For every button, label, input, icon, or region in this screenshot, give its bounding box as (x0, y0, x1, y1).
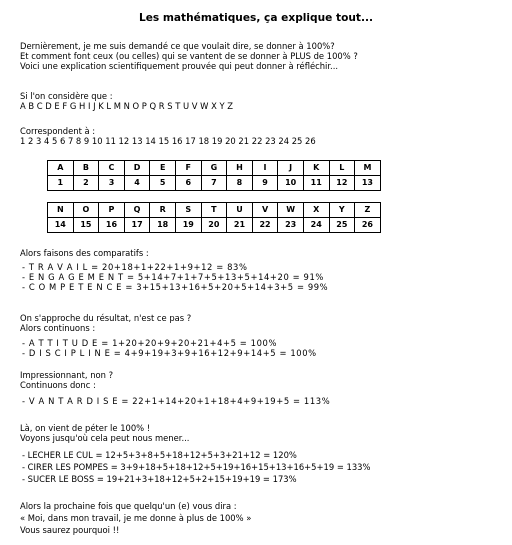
table-cell: C (99, 161, 125, 176)
numbers-label: Correspondent à : (20, 126, 96, 136)
letters-line: A B C D E F G H I J K L M N O P Q R S T U V W X Y Z (20, 101, 234, 111)
calculation-list (20, 449, 370, 485)
section-impressionnant (20, 370, 330, 406)
table-cell: 20 (201, 218, 227, 233)
table-cell: 25 (329, 218, 355, 233)
conclusion-line: « Moi, dans mon travail, je me donne à plus de 100% » (20, 513, 252, 523)
conclusion-line: Alors la prochaine fois que quelqu'un (e) vous dira : (20, 501, 237, 511)
table-cell: J (278, 161, 304, 176)
table-cell: 15 (73, 218, 99, 233)
section-peter-100 (20, 423, 370, 485)
table-cell: 3 (99, 176, 125, 191)
table-cell: 10 (278, 176, 304, 191)
table-cell: 17 (124, 218, 150, 233)
table-cell: M (355, 161, 381, 176)
section-intro: Continuons donc : (20, 380, 96, 390)
table-cell: 5 (150, 176, 176, 191)
table-cell: 23 (278, 218, 304, 233)
calculation-list (20, 262, 328, 292)
table-cell: 2 (73, 176, 99, 191)
letter-number-table-2 (47, 202, 381, 233)
letters-section (20, 91, 233, 111)
calculation-item: - E N G A G E M E N T = 5+14+7+1+7+5+13+5+14+20 = 91% (22, 272, 324, 282)
section-intro: On s'approche du résultat, n'est ce pas ? (20, 313, 192, 323)
table-cell: 12 (329, 176, 355, 191)
calculation-item: - SUCER LE BOSS = 19+21+3+18+12+5+2+15+19+19 = 173% (22, 474, 297, 484)
calculation-item: - LECHER LE CUL = 12+5+3+8+5+18+12+5+3+21+12 = 120% (22, 450, 297, 460)
table-cell: 16 (99, 218, 125, 233)
table-cell: 14 (48, 218, 74, 233)
intro-line: Et comment font ceux (ou celles) qui se vantent de se donner à PLUS de 100% ? (20, 51, 358, 61)
table-cell: D (124, 161, 150, 176)
table-cell: T (201, 203, 227, 218)
table-cell: A (48, 161, 74, 176)
table-cell: V (252, 203, 278, 218)
table-cell: 18 (150, 218, 176, 233)
table-cell: 11 (303, 176, 329, 191)
table-cell: N (48, 203, 74, 218)
table-letter-row (48, 203, 381, 218)
table-number-row (48, 218, 381, 233)
section-intro: Là, on vient de péter le 100% ! (20, 423, 151, 433)
calculation-item: - T R A V A I L = 20+18+1+22+1+9+12 = 83% (22, 262, 248, 272)
table-cell: H (227, 161, 253, 176)
table-cell: 8 (227, 176, 253, 191)
section-intro: Impressionnant, non ? (20, 370, 114, 380)
table-cell: Y (329, 203, 355, 218)
table-cell: K (303, 161, 329, 176)
table-cell: 7 (201, 176, 227, 191)
table-cell: R (150, 203, 176, 218)
calculation-item: - CIRER LES POMPES = 3+9+18+5+18+12+5+19+16+15+13+16+5+19 = 133% (22, 462, 371, 472)
table-cell: 22 (252, 218, 278, 233)
table-cell: X (303, 203, 329, 218)
table-cell: Z (355, 203, 381, 218)
calculation-item: - V A N T A R D I S E = 22+1+14+20+1+18+4+9+19+5 = 113% (22, 396, 331, 406)
intro-paragraph (20, 41, 358, 71)
conclusion-line: Vous saurez pourquoi !! (20, 525, 120, 535)
table-cell: E (150, 161, 176, 176)
table-cell: S (175, 203, 201, 218)
calculation-item: - D I S C I P L I N E = 4+9+19+3+9+16+12+9+14+5 = 100% (22, 348, 317, 358)
table-letter-row (48, 161, 381, 176)
table-cell: F (175, 161, 201, 176)
table-cell: Q (124, 203, 150, 218)
section-continuons (20, 313, 317, 358)
table-cell: 1 (48, 176, 74, 191)
section-comparatifs (20, 248, 328, 292)
table-cell: P (99, 203, 125, 218)
calculation-list (20, 338, 317, 358)
numbers-line: 1 2 3 4 5 6 7 8 9 10 11 12 13 14 15 16 17 18 19 20 21 22 23 24 25 26 (20, 136, 316, 146)
table-cell: 21 (227, 218, 253, 233)
letters-label: Si l'on considère que : (20, 91, 113, 101)
section-intro: Alors faisons des comparatifs : (20, 248, 149, 258)
intro-line: Dernièrement, je me suis demandé ce que voulait dire, se donner à 100%? (20, 41, 335, 51)
table-cell: 24 (303, 218, 329, 233)
section-intro: Voyons jusqu'où cela peut nous mener... (20, 433, 190, 443)
table-cell: G (201, 161, 227, 176)
table-cell: 26 (355, 218, 381, 233)
table-number-row (48, 176, 381, 191)
table-cell: I (252, 161, 278, 176)
table-cell: 9 (252, 176, 278, 191)
letter-number-table-1 (47, 160, 381, 191)
intro-line: Voici une explication scientifiquement prouvée qui peut donner à réfléchir... (20, 61, 339, 71)
table-cell: L (329, 161, 355, 176)
conclusion-paragraph (20, 500, 251, 536)
numbers-section (20, 126, 316, 146)
calculation-list (20, 396, 330, 406)
table-cell: 13 (355, 176, 381, 191)
table-cell: U (227, 203, 253, 218)
table-cell: 19 (175, 218, 201, 233)
table-cell: B (73, 161, 99, 176)
table-cell: 6 (175, 176, 201, 191)
calculation-item: - A T T I T U D E = 1+20+20+9+20+21+4+5 = 100% (22, 338, 278, 348)
table-cell: W (278, 203, 304, 218)
page-title: Les mathématiques, ça explique tout... (138, 12, 374, 24)
table-cell: O (73, 203, 99, 218)
calculation-item: - C O M P E T E N C E = 3+15+13+16+5+20+5+14+3+5 = 99% (22, 282, 329, 292)
table-cell: 4 (124, 176, 150, 191)
section-intro: Alors continuons : (20, 323, 96, 333)
